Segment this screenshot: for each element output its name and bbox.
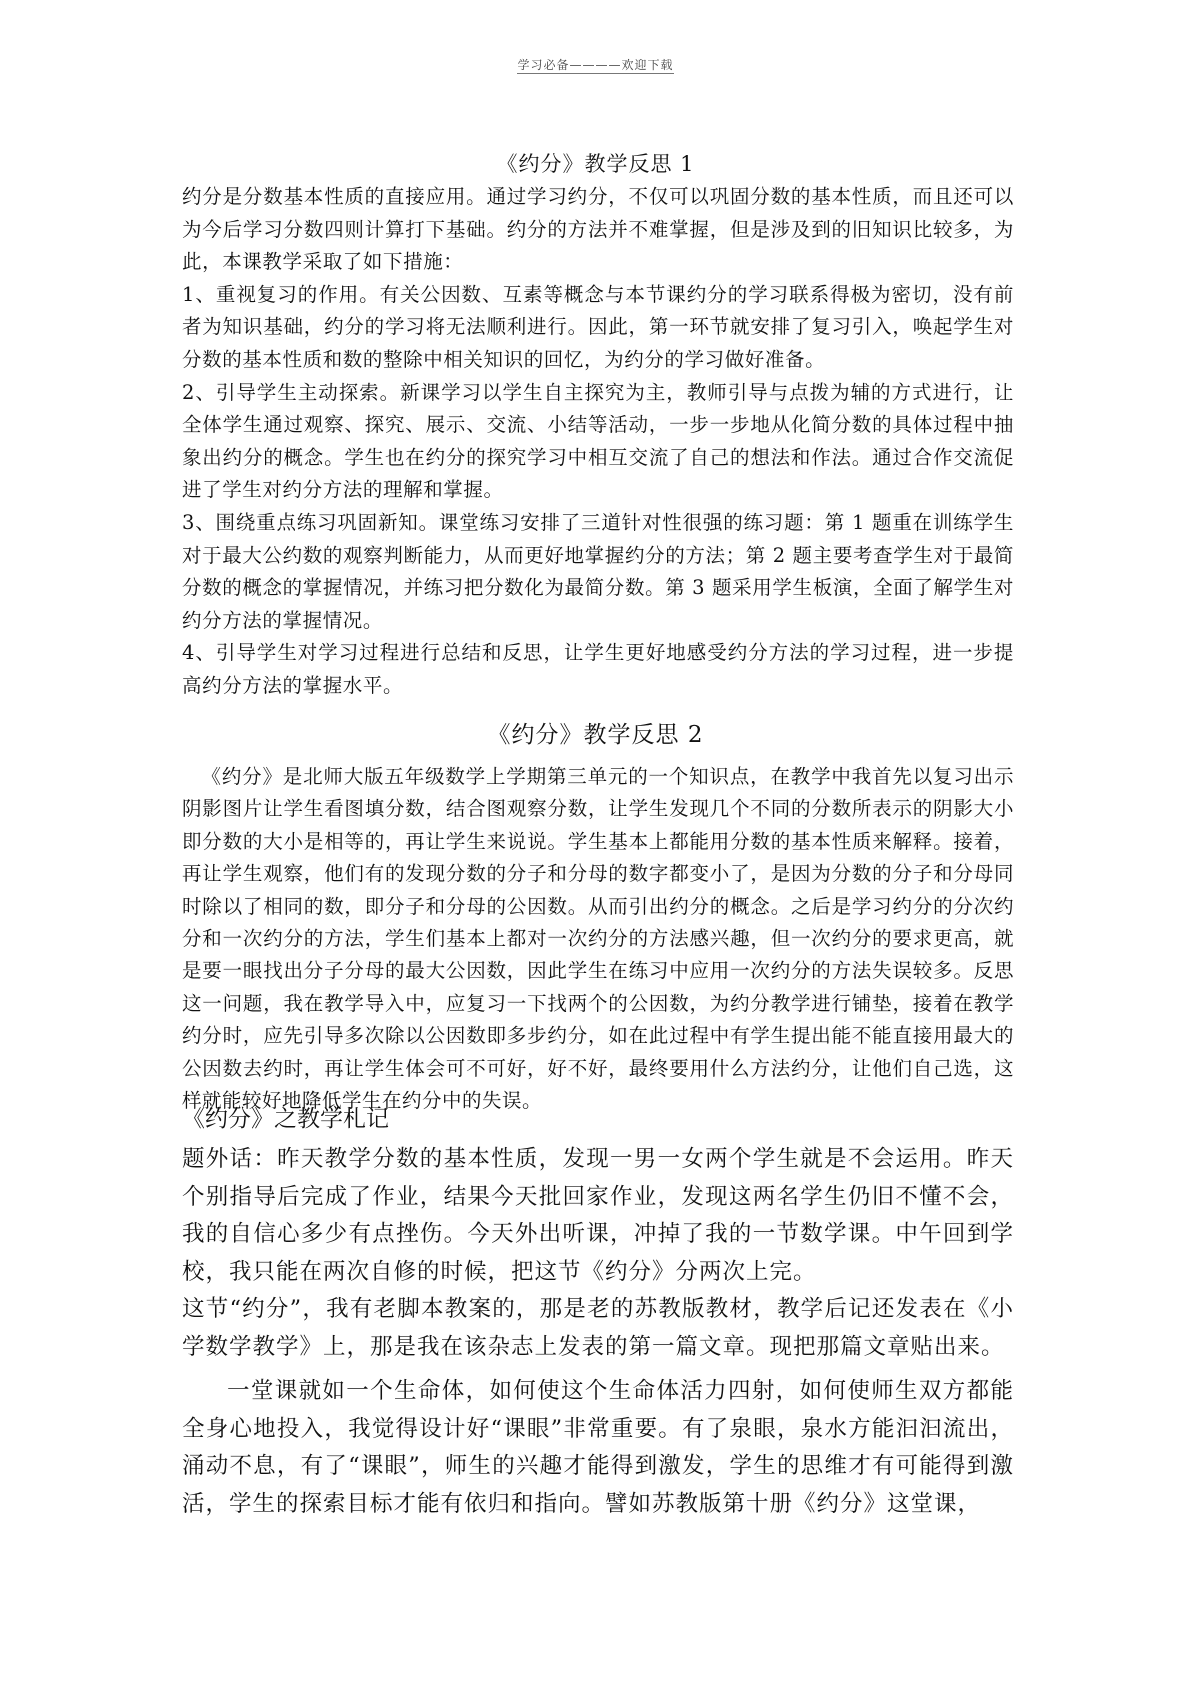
section1-paragraph: 4、引导学生对学习过程进行总结和反思，让学生更好地感受约分方法的学习过程，进一步提高约分方法的掌握水平。	[182, 641, 1014, 697]
section1-body	[182, 181, 1014, 703]
section3-paragraph: 题外话：昨天教学分数的基本性质，发现一男一女两个学生就是不会运用。昨天个别指导后完成了作业，结果今天批回家作业，发现这两名学生仍旧不懂不会，我的自信心多少有点挫伤。今天外出听课，冲掉了我的一节数学课。中午回到学校，我只能在两次自修的时候，把这节《约分》分两次上完。	[182, 1146, 1014, 1285]
section2-paragraph: 《约分》是北师大版五年级数学上学期第三单元的一个知识点，在教学中我首先以复习出示阴影图片让学生看图填分数，结合图观察分数，让学生发现几个不同的分数所表示的阴影大小即分数的大小是相等的，再让学生来说说。学生基本上都能用分数的基本性质来解释。接着，再让学生观察，他们有的发现分数的分子和分母的数字都变小了，是因为分数的分子和分母同时除以了相同的数，即分子和分母的公因数。从而引出约分的概念。之后是学习约分的分次约分和一次约分的方法，学生们基本上都对一次约分的方法感兴趣，但一次约分的要求更高，就是要一眼找出分子分母的最大公因数，因此学生在练习中应用一次约分的方法失误较多。反思这一问题，我在教学导入中，应复习一下找两个的公因数，为约分教学进行铺垫，接着在教学约分时，应先引导多次除以公因数即多步约分，如在此过程中有学生提出能不能直接用最大的公因数去约时，再让学生体会可不可好，好不好，最终要用什么方法约分，让他们自己选，这样就能较好地降低学生在约分中的失误。	[182, 765, 1014, 1113]
section1-paragraph: 2、引导学生主动探索。新课学习以学生自主探究为主，教师引导与点拨为辅的方式进行，让全体学生通过观察、探究、展示、交流、小结等活动，一步一步地从化简分数的具体过程中抽象出约分的概念。学生也在约分的探究学习中相互交流了自己的想法和作法。通过合作交流促进了学生对约分方法的理解和掌握。	[182, 380, 1014, 502]
section3-body	[182, 1141, 1014, 1523]
page-header	[0, 56, 1191, 73]
section1-paragraph: 1、重视复习的作用。有关公因数、互素等概念与本节课约分的学习联系得极为密切，没有前者为知识基础，约分的学习将无法顺利进行。因此，第一环节就安排了复习引入，唤起学生对分数的基本性质和数的整除中相关知识的回忆，为约分的学习做好准备。	[182, 282, 1014, 371]
header-text: 学习必备————欢迎下载	[517, 58, 674, 72]
section2-title: 《约分》教学反思 2	[487, 722, 704, 748]
section3-paragraph: 一堂课就如一个生命体，如何使这个生命体活力四射，如何使师生双方都能全身心地投入，我觉得设计好“课眼”非常重要。有了泉眼，泉水方能汩汩流出，涌动不息，有了“课眼”，师生的兴趣才能得到激发，学生的思维才有可能得到激活，学生的探索目标才能有依归和指向。譬如苏教版第十册《约分》这堂课，	[182, 1378, 1014, 1517]
section1-paragraph: 3、围绕重点练习巩固新知。课堂练习安排了三道针对性很强的练习题：第 1 题重在训练学生对于最大公约数的观察判断能力，从而更好地掌握约分的方法；第 2 题主要考查学生对于最简分数的概念的掌握情况，并练习把分数化为最简分数。第 3 题采用学生板演，全面了解学生对约分方法的掌握情况。	[182, 510, 1014, 632]
section3-paragraph: 这节“约分”，我有老脚本教案的，那是老的苏教版教材，教学后记还发表在《小学数学教学》上，那是我在该杂志上发表的第一篇文章。现把那篇文章贴出来。	[182, 1296, 1014, 1360]
section3-title: 《约分》之教学札记	[182, 1106, 389, 1132]
section1-paragraph: 约分是分数基本性质的直接应用。通过学习约分，不仅可以巩固分数的基本性质，而且还可以为今后学习分数四则计算打下基础。约分的方法并不难掌握，但是涉及到的旧知识比较多，为此，本课教学采取了如下措施：	[182, 185, 1014, 274]
section2-body	[182, 761, 1014, 1117]
section1-title: 《约分》教学反思 1	[496, 152, 695, 176]
